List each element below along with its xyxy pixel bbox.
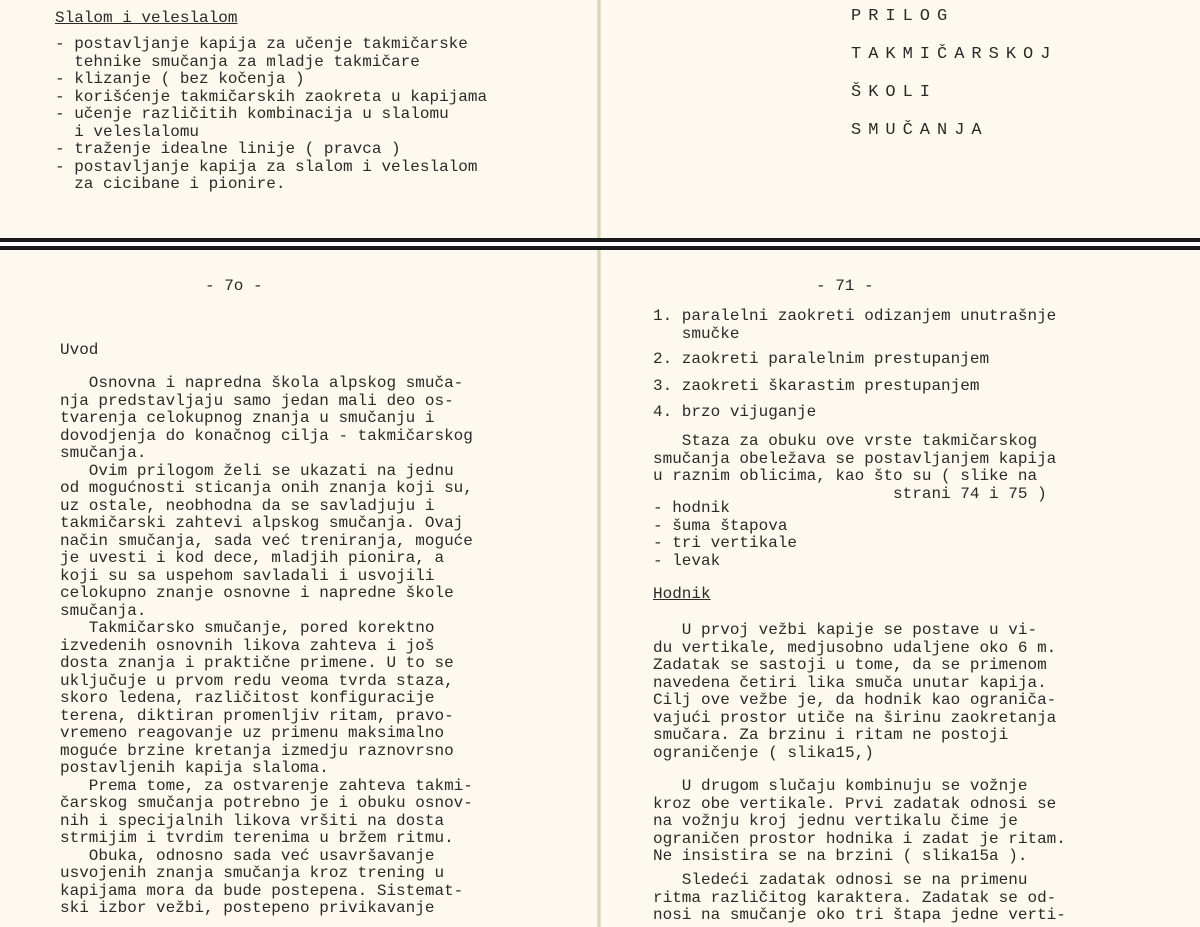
text-line: smučanja. bbox=[60, 444, 147, 462]
text-line: ritma različitog karaktera. Zadatak se od- bbox=[653, 888, 1057, 907]
text-line: na vožnju kroj jednu vertikalu čime je bbox=[653, 812, 1018, 830]
text-line: kapijama mora da bude postepena. Sistemat- bbox=[60, 881, 464, 900]
hodnik-paragraph-3 bbox=[653, 872, 1066, 925]
title-line: SMUČANJA bbox=[851, 121, 989, 140]
text-line: Staza za obuku ove vrste takmičarskog bbox=[653, 432, 1038, 450]
list-item: - šuma štapova bbox=[653, 516, 788, 535]
list-item: 3. zaokreti škarastim prestupanjem bbox=[653, 376, 980, 395]
text-line: u raznim oblicima, kao što su ( slike na bbox=[653, 467, 1038, 485]
text-line: izvedenih osnovnih likova zahteva i još bbox=[60, 636, 435, 655]
text-line: Obuka, odnosno sada već usavršavanje bbox=[60, 846, 435, 865]
course-types-list bbox=[653, 500, 797, 570]
text-line: smučanja. bbox=[60, 601, 147, 620]
list-item: - postavljanje kapija za slalom i veleslalom bbox=[55, 157, 478, 176]
list-item: 4. brzo vijuganje bbox=[653, 403, 817, 421]
list-item: - korišćenje takmičarskih zaokreta u kapijama bbox=[55, 87, 488, 106]
hodnik-paragraph-2 bbox=[653, 778, 1066, 866]
page-number: - 7o - bbox=[205, 277, 263, 295]
text-line: uz ostale, neobhodna da se savladjuju i bbox=[60, 496, 435, 515]
text-line: celokupno znanje osnovne i napredne škole bbox=[60, 584, 454, 602]
technique-list bbox=[653, 308, 1056, 422]
text-line: ograničen prostor hodnika i zadat je ritam. bbox=[653, 829, 1066, 848]
text-line: koji su sa uspehom savladali i usvojili bbox=[60, 566, 435, 585]
title-line: PRILOG bbox=[851, 7, 955, 26]
list-item: - postavljanje kapija za učenje takmičarske bbox=[55, 35, 468, 53]
text-line: Ne insistira se na brzini ( slika15a ). bbox=[653, 847, 1028, 865]
list-item: - traženje idealne linije ( pravca ) bbox=[55, 140, 401, 158]
text-line: U drugom slučaju kombinuju se vožnje bbox=[653, 777, 1028, 795]
text-line: postavljenih kapija slaloma. bbox=[60, 759, 329, 777]
text-line: navedena četiri lika smuča unutar kapija. bbox=[653, 673, 1047, 692]
text-line: Zadatak se sastoji u tome, da se primenom bbox=[653, 656, 1047, 674]
text-line: usvojenih znanja smučanja kroz trening u bbox=[60, 864, 445, 882]
list-item: - hodnik bbox=[653, 499, 730, 517]
text-line: uključuje u prvom redu veoma tvrda staza, bbox=[60, 671, 454, 690]
text-line: Prema tome, za ostvarenje zahteva takmi- bbox=[60, 776, 473, 795]
slalom-list bbox=[55, 36, 487, 194]
course-paragraph bbox=[653, 433, 1056, 503]
text-line: takmičarski zahtevi alpskog smučanja. Ovaj bbox=[60, 514, 464, 532]
hodnik-paragraph-1 bbox=[653, 622, 1056, 762]
text-line: način smučanja, sada već treniranja, moguće bbox=[60, 531, 473, 550]
list-item: 2. zaokreti paralelnim prestupanjem bbox=[653, 350, 990, 368]
text-line: ograničenje ( slika15,) bbox=[653, 743, 874, 762]
list-item: i veleslalomu bbox=[55, 122, 200, 141]
text-line: nosi na smučanje oko tri štapa jedne verti- bbox=[653, 906, 1066, 924]
intro-body bbox=[60, 375, 473, 918]
list-item: smučke bbox=[653, 324, 740, 343]
text-line: du vertikale, medjusobno udaljene oko 6 m. bbox=[653, 638, 1057, 657]
text-line: skoro ledena, različitost konfiguracije bbox=[60, 689, 435, 707]
list-item: za cicibane i pionire. bbox=[55, 175, 286, 193]
list-item: tehnike smučanja za mladje takmičare bbox=[55, 52, 420, 71]
left-page-70 bbox=[0, 250, 598, 927]
text-line: nja predstavljaju samo jedan mali deo os- bbox=[60, 391, 454, 410]
text-line: kroz obe vertikale. Prvi zadatak odnosi se bbox=[653, 794, 1057, 813]
title-line: ŠKOLI bbox=[851, 83, 938, 102]
section-heading-hodnik: Hodnik bbox=[653, 585, 711, 603]
text-line: dovodjenja do konačnog cilja - takmičarskog bbox=[60, 426, 473, 445]
text-line: od mogućnosti sticanja onih znanja koji su, bbox=[60, 479, 473, 497]
text-line: moguće brzine kretanja izmedju raznovrsno bbox=[60, 741, 454, 760]
text-line: Takmičarsko smučanje, pored korektno bbox=[60, 619, 435, 637]
text-line: Cilj ove vežbe je, da hodnik kao ograniča- bbox=[653, 691, 1057, 709]
text-line: čarskog smučanja potrebno je i obuku osnov- bbox=[60, 794, 473, 812]
list-item: - učenje različitih kombinacija u slalomu bbox=[55, 105, 449, 123]
list-item: - klizanje ( bez kočenja ) bbox=[55, 70, 305, 88]
appendix-title bbox=[851, 8, 1057, 160]
text-line: nih i specijalnih likova vršiti na dosta bbox=[60, 811, 445, 830]
text-line: strani 74 i 75 ) bbox=[653, 484, 1047, 503]
text-line: Sledeći zadatak odnosi se na primenu bbox=[653, 871, 1028, 889]
title-line: TAKMIČARSKOJ bbox=[851, 45, 1058, 64]
scan-separator-line bbox=[0, 246, 1200, 250]
text-line: strmijim i tvrdim terenima u bržem ritmu. bbox=[60, 829, 454, 847]
text-line: smučara. Za brzinu i ritam ne postoji bbox=[653, 726, 1009, 744]
text-line: vajući prostor utiče na širinu zaokretanja bbox=[653, 708, 1057, 727]
list-item: - levak bbox=[653, 551, 721, 570]
page-fold bbox=[597, 0, 601, 927]
text-line: je uvesti i kod dece, mladjih pionira, a bbox=[60, 549, 445, 567]
right-page-71 bbox=[601, 250, 1200, 927]
text-line: terena, diktiran promenljiv ritam, pravo- bbox=[60, 706, 454, 725]
list-item: 1. paralelni zaokreti odizanjem unutrašnje bbox=[653, 307, 1057, 325]
page-number: - 71 - bbox=[816, 277, 874, 295]
text-line: Osnovna i napredna škola alpskog smuča- bbox=[60, 374, 464, 392]
text-line: ski izbor vežbi, postepeno privikavanje bbox=[60, 899, 435, 917]
text-line: U prvoj vežbi kapije se postave u vi- bbox=[653, 621, 1038, 639]
text-line: Ovim prilogom želi se ukazati na jednu bbox=[60, 461, 454, 480]
text-line: dosta znanja i praktične primene. U to se bbox=[60, 654, 454, 672]
top-left-page bbox=[0, 0, 598, 238]
text-line: vremeno reagovanje uz primenu maksimalno bbox=[60, 724, 445, 742]
slalom-heading: Slalom i veleslalom bbox=[55, 9, 238, 27]
list-item: - tri vertikale bbox=[653, 534, 798, 552]
top-right-page bbox=[601, 0, 1200, 238]
section-heading-uvod: Uvod bbox=[60, 341, 99, 359]
text-line: tvarenja celokupnog znanja u smučanju i bbox=[60, 409, 435, 427]
text-line: smučanja obeležava se postavljanjem kapija bbox=[653, 449, 1057, 468]
